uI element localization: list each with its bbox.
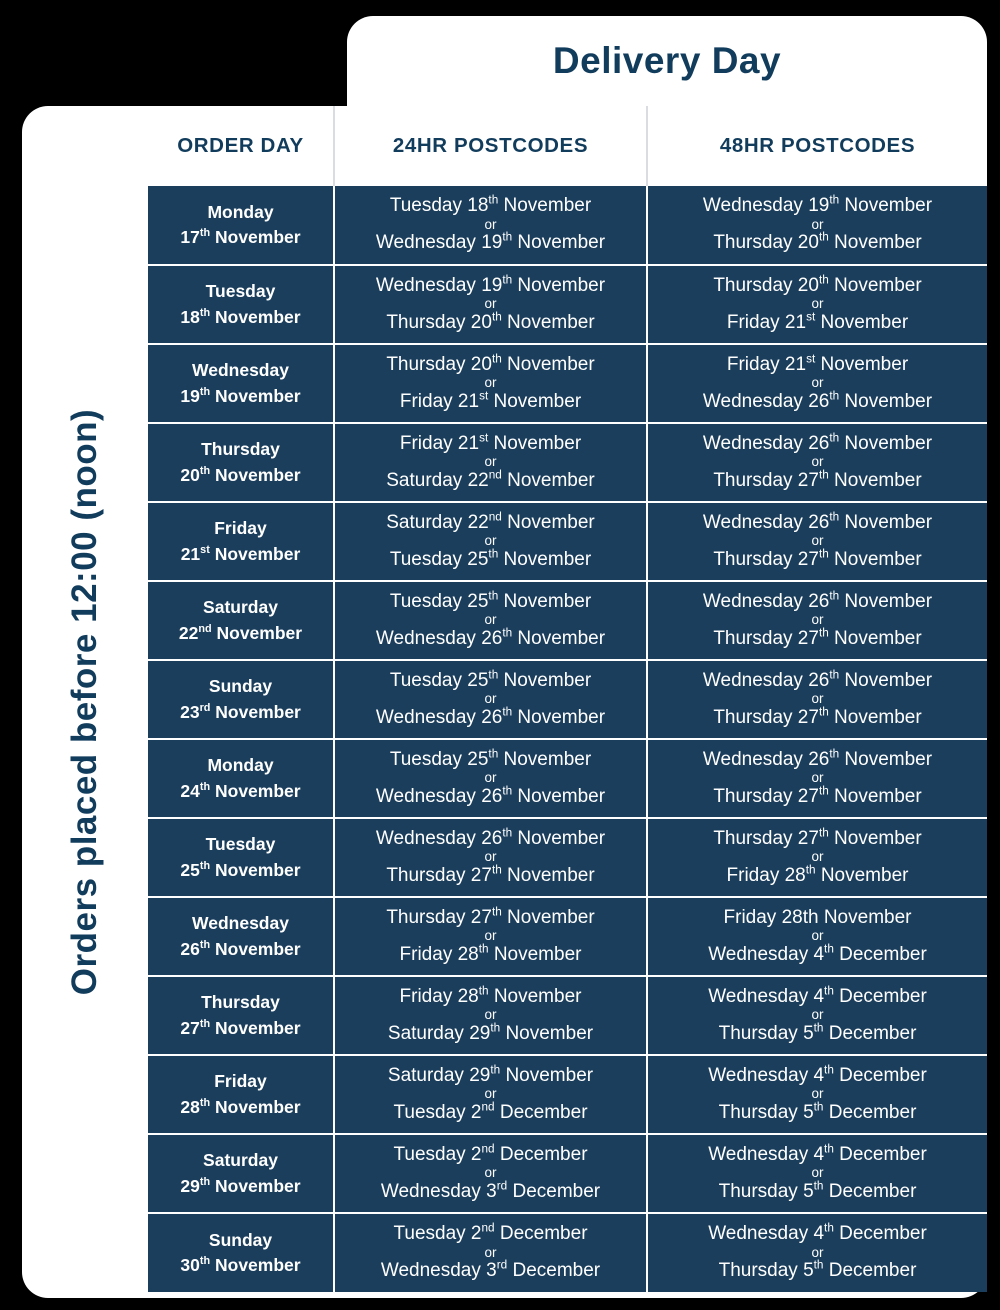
delivery-48hr-cell: Wednesday 26th November or Thursday 27th November: [647, 502, 987, 581]
table-row: [148, 897, 987, 976]
column-header-order-day: ORDER DAY: [148, 106, 334, 186]
column-header-48hr-postcodes: 48HR POSTCODES: [647, 106, 987, 186]
table-row: [148, 344, 987, 423]
delivery-24hr-cell: Tuesday 25th November or Wednesday 26th November: [334, 660, 647, 739]
table-row: [148, 1134, 987, 1213]
delivery-48hr-cell: Thursday 20th November or Friday 21st November: [647, 265, 987, 344]
orders-placed-label-text: Orders placed before 12:00 (noon): [65, 408, 104, 996]
table-row: [148, 581, 987, 660]
delivery-24hr-cell: Tuesday 2nd December or Wednesday 3rd December: [334, 1213, 647, 1292]
table-body: [148, 186, 987, 1292]
delivery-24hr-cell: Thursday 27th November or Friday 28th November: [334, 897, 647, 976]
delivery-24hr-cell: Tuesday 25th November or Wednesday 26th November: [334, 581, 647, 660]
delivery-24hr-cell: Friday 28th November or Saturday 29th November: [334, 976, 647, 1055]
delivery-48hr-cell: Friday 21st November or Wednesday 26th November: [647, 344, 987, 423]
delivery-24hr-cell: Saturday 22nd November or Tuesday 25th November: [334, 502, 647, 581]
delivery-24hr-cell: Tuesday 25th November or Wednesday 26th November: [334, 739, 647, 818]
order-day-cell: Monday 17th November: [148, 186, 334, 265]
delivery-48hr-cell: Wednesday 4th December or Thursday 5th December: [647, 1134, 987, 1213]
table-row: [148, 818, 987, 897]
table-row: [148, 186, 987, 265]
delivery-48hr-cell: Wednesday 26th November or Thursday 27th November: [647, 660, 987, 739]
delivery-24hr-cell: Wednesday 26th November or Thursday 27th November: [334, 818, 647, 897]
delivery-24hr-cell: Saturday 29th November or Tuesday 2nd December: [334, 1055, 647, 1134]
order-day-cell: Wednesday 26th November: [148, 897, 334, 976]
table-row: [148, 660, 987, 739]
delivery-48hr-cell: Wednesday 26th November or Thursday 27th November: [647, 739, 987, 818]
order-day-cell: Friday 21st November: [148, 502, 334, 581]
column-header-24hr-postcodes: 24HR POSTCODES: [334, 106, 647, 186]
table-row: [148, 739, 987, 818]
delivery-24hr-cell: Tuesday 2nd December or Wednesday 3rd December: [334, 1134, 647, 1213]
delivery-24hr-cell: Tuesday 18th November or Wednesday 19th November: [334, 186, 647, 265]
table-row: [148, 423, 987, 502]
order-day-cell: Friday 28th November: [148, 1055, 334, 1134]
order-day-cell: Monday 24th November: [148, 739, 334, 818]
order-day-cell: Sunday 23rd November: [148, 660, 334, 739]
order-day-cell: Tuesday 18th November: [148, 265, 334, 344]
order-day-cell: Tuesday 25th November: [148, 818, 334, 897]
table-row: [148, 976, 987, 1055]
orders-placed-label: [22, 106, 148, 1298]
delivery-48hr-cell: Wednesday 4th December or Thursday 5th December: [647, 1213, 987, 1292]
delivery-48hr-cell: Wednesday 26th November or Thursday 27th November: [647, 581, 987, 660]
delivery-24hr-cell: Thursday 20th November or Friday 21st November: [334, 344, 647, 423]
table-header-row: [148, 106, 987, 186]
delivery-48hr-cell: Friday 28th November or Wednesday 4th December: [647, 897, 987, 976]
table-row: [148, 1055, 987, 1134]
delivery-48hr-cell: Wednesday 26th November or Thursday 27th November: [647, 423, 987, 502]
table-row: [148, 265, 987, 344]
table-row: [148, 1213, 987, 1292]
delivery-schedule-table: [148, 106, 987, 1292]
delivery-day-header-tab: [347, 16, 987, 106]
order-day-cell: Sunday 30th November: [148, 1213, 334, 1292]
delivery-48hr-cell: Thursday 27th November or Friday 28th November: [647, 818, 987, 897]
page-title: Delivery Day: [552, 40, 782, 81]
delivery-48hr-cell: Wednesday 19th November or Thursday 20th November: [647, 186, 987, 265]
order-day-cell: Wednesday 19th November: [148, 344, 334, 423]
delivery-24hr-cell: Wednesday 19th November or Thursday 20th November: [334, 265, 647, 344]
order-day-cell: Saturday 29th November: [148, 1134, 334, 1213]
table-row: [148, 502, 987, 581]
delivery-24hr-cell: Friday 21st November or Saturday 22nd November: [334, 423, 647, 502]
delivery-48hr-cell: Wednesday 4th December or Thursday 5th December: [647, 976, 987, 1055]
delivery-48hr-cell: Wednesday 4th December or Thursday 5th December: [647, 1055, 987, 1134]
order-day-cell: Thursday 27th November: [148, 976, 334, 1055]
table-header: [148, 106, 987, 186]
order-day-cell: Thursday 20th November: [148, 423, 334, 502]
order-day-cell: Saturday 22nd November: [148, 581, 334, 660]
